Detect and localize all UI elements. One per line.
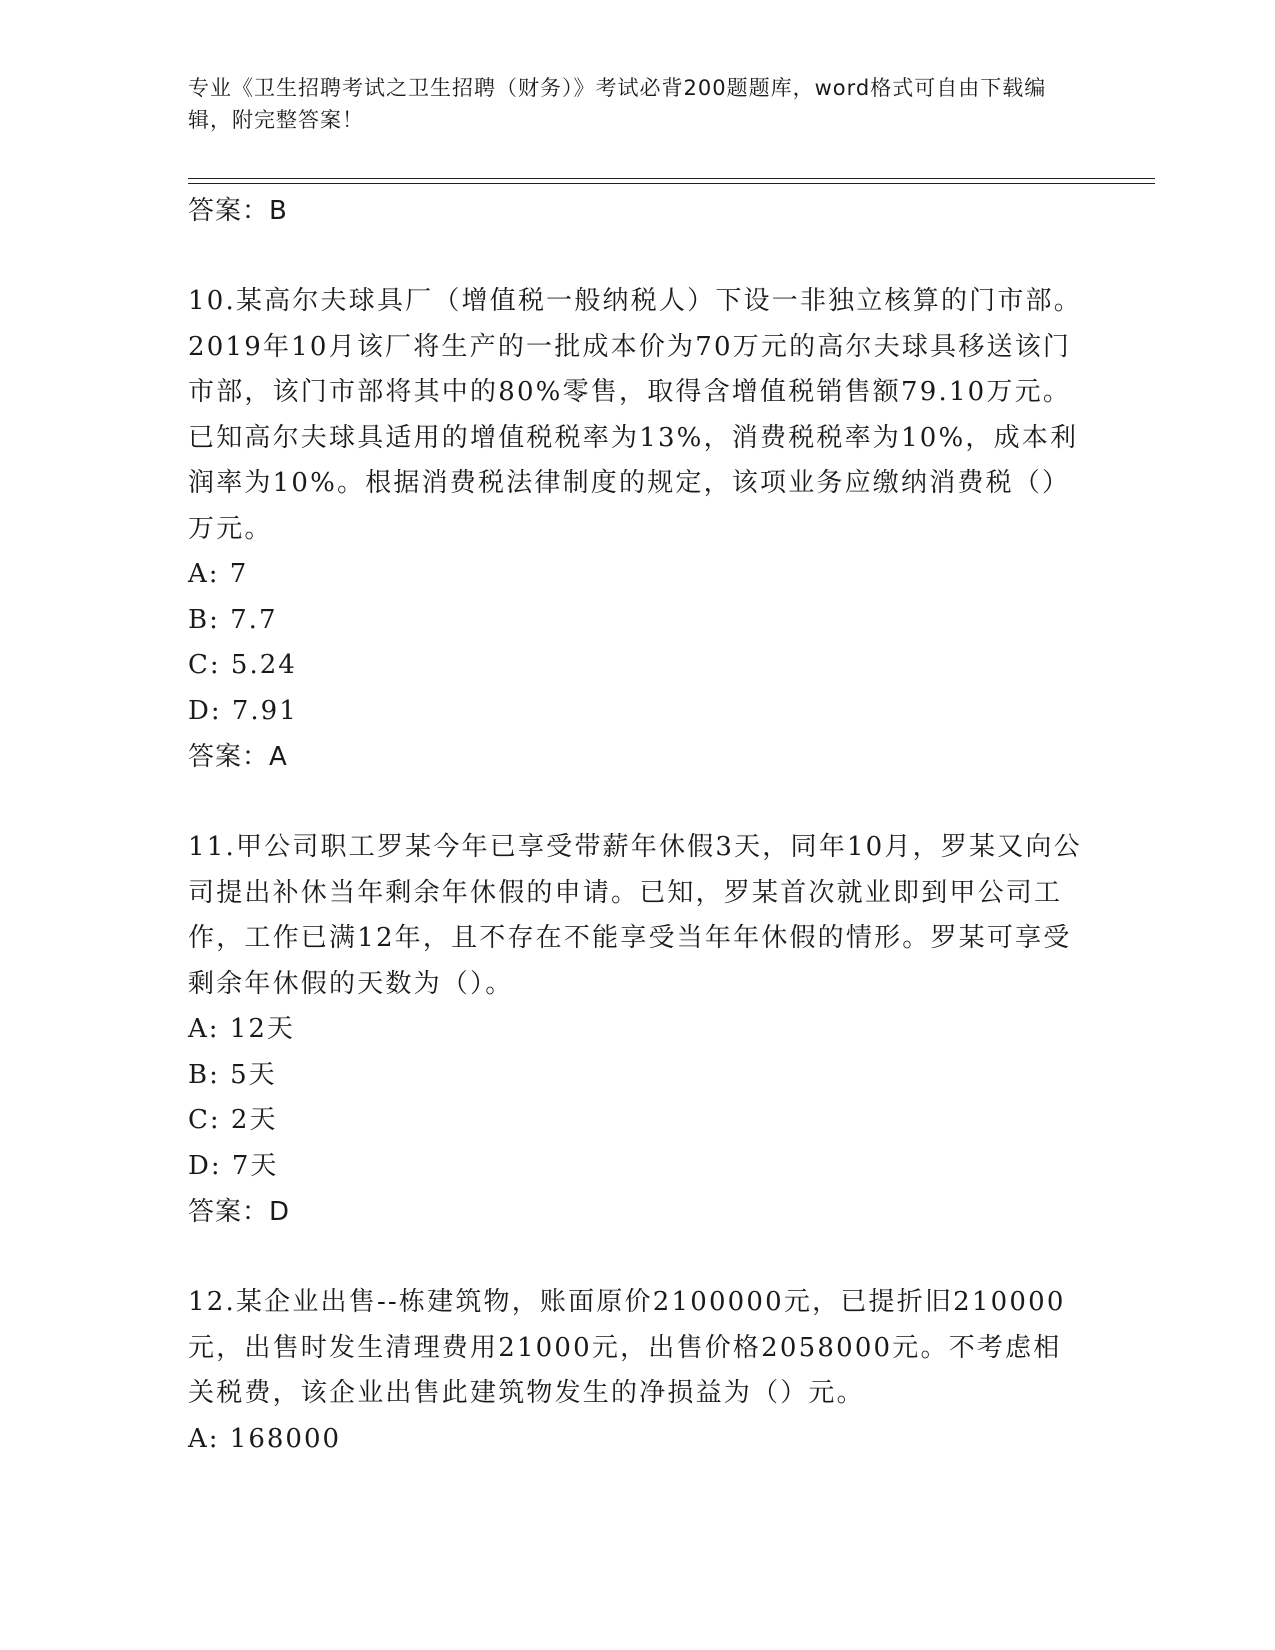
option-c: C: 5.24 <box>188 650 297 680</box>
question-10 <box>188 279 1088 780</box>
option-c: C: 2天 <box>188 1105 278 1135</box>
header-rule-top <box>188 178 1155 179</box>
option-a: A: 168000 <box>188 1423 342 1454</box>
spacer <box>188 780 1088 825</box>
spacer <box>188 234 1088 279</box>
option-a: A: 12天 <box>188 1014 295 1044</box>
question-text: 11.甲公司职工罗某今年已享受带薪年休假3天，同年10月，罗某又向公司提出补休当年剩余年休假的申请。已知，罗某首次就业即到甲公司工作，工作已满12年，且不存在不能享受当年年休假的情形。罗某可享受剩余年休假的天数为（）。 <box>188 832 1082 999</box>
spacer <box>188 1235 1088 1280</box>
question-text: 10.某高尔夫球具厂（增值税一般纳税人）下设一非独立核算的门市部。2019年10月该厂将生产的一批成本价为70万元的高尔夫球具移送该门市部，该门市部将其中的80%零售，取得含增值税销售额79.10万元。已知高尔夫球具适用的增值税税率为13%，消费税税率为10%，成本利润率为10%。根据消费税法律制度的规定，该项业务应缴纳消费税（）万元。 <box>188 286 1082 544</box>
option-a: A: 7 <box>188 559 249 589</box>
question-11 <box>188 825 1088 1235</box>
answer-line: 答案：B <box>188 196 288 226</box>
option-d: D: 7天 <box>188 1150 279 1181</box>
header-rule-bottom <box>188 183 1155 184</box>
answer-line: 答案：A <box>188 742 288 772</box>
answer-line: 答案：D <box>188 1197 291 1227</box>
page-header: 专业《卫生招聘考试之卫生招聘（财务）》考试必背200题题库，word格式可自由下载编辑，附完整答案！ <box>188 76 1047 132</box>
question-text: 12.某企业出售--栋建筑物，账面原价2100000元，已提折旧210000元，出售时发生清理费用21000元，出售价格2058000元。不考虑相关税费，该企业出售此建筑物发生的净损益为（）元。 <box>188 1287 1066 1408</box>
option-d: D: 7.91 <box>188 695 298 726</box>
option-b: B: 5天 <box>188 1059 277 1090</box>
question-12 <box>188 1280 1088 1462</box>
option-b: B: 7.7 <box>188 604 278 635</box>
document-body <box>188 188 1088 1462</box>
